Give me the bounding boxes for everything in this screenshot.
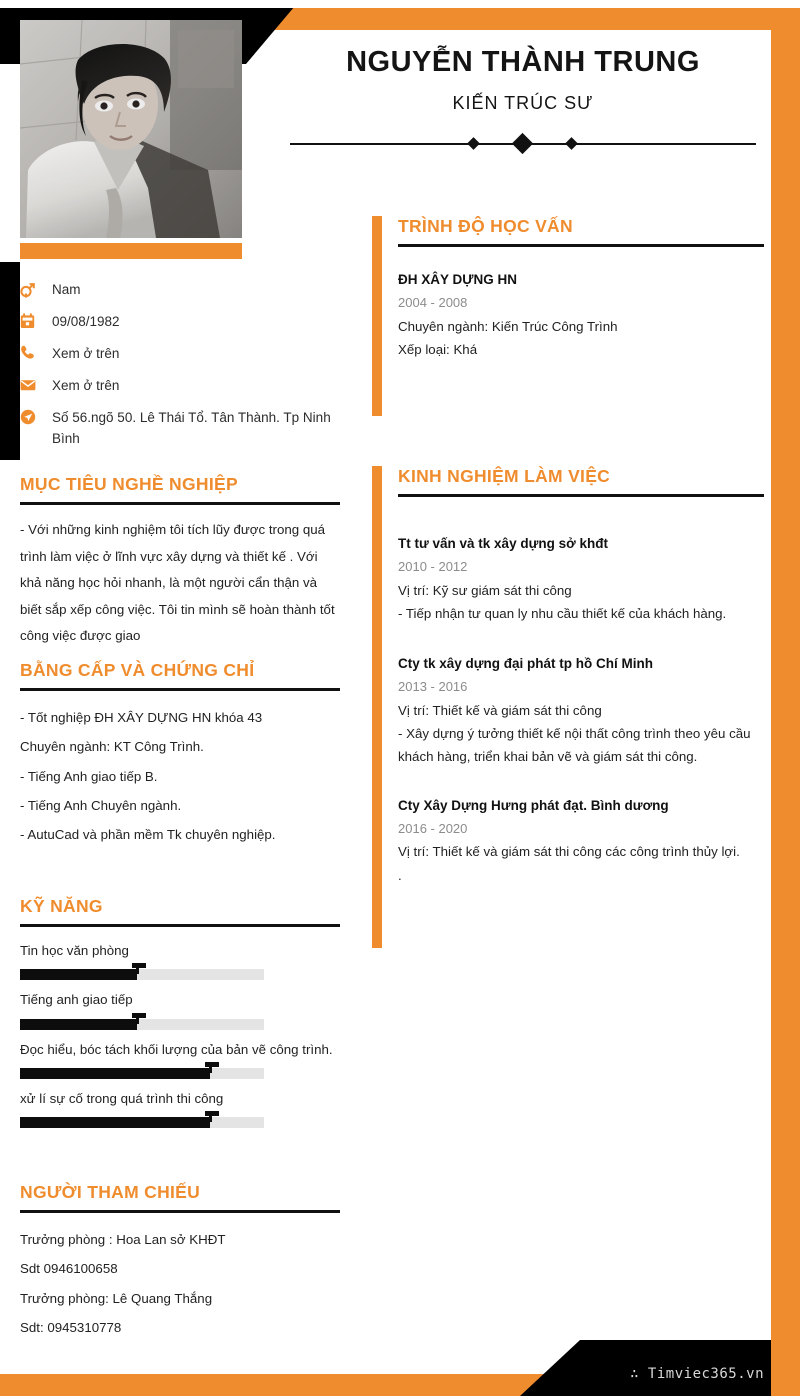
job-title: KIẾN TRÚC SƯ	[452, 93, 594, 114]
watermark-timviec365: ∴ Timviec365.vn	[630, 1366, 764, 1382]
certificate-line: - Tiếng Anh Chuyên ngành.	[20, 797, 182, 813]
education-date: 2004 - 2008	[398, 294, 468, 310]
skill-progress-fill	[20, 1117, 210, 1128]
section-objective	[20, 474, 340, 650]
skill-label: Tin học văn phòng	[20, 943, 129, 958]
skill-progress-bar	[20, 969, 264, 980]
contact-item-phone	[20, 344, 350, 365]
section-certificates	[20, 660, 340, 849]
location-icon	[20, 408, 46, 427]
experience-date: 2016 - 2020	[398, 820, 468, 836]
certificate-line: - Tốt nghiệp ĐH XÂY DỰNG HN khóa 43	[20, 710, 263, 725]
experience-entry	[398, 533, 764, 625]
contact-value: Nam	[52, 282, 81, 297]
contact-item-email	[20, 376, 350, 397]
skill-item	[20, 988, 340, 1029]
skill-label: xử lí sự cố trong quá trình thi công	[20, 1090, 224, 1106]
section-rule	[20, 502, 340, 505]
section-rule	[20, 688, 340, 691]
skill-progress-stem	[209, 1111, 212, 1122]
skill-progress-fill	[20, 1019, 137, 1030]
education-detail: Xếp loại: Khá	[398, 341, 478, 357]
skill-progress-fill	[20, 1068, 210, 1079]
email-icon	[20, 376, 46, 395]
section-title: KINH NGHIỆM LÀM VIỆC	[398, 466, 611, 486]
section-education	[372, 216, 764, 416]
reference-line: Sdt: 0945310778	[20, 1319, 122, 1335]
cv-header	[290, 46, 756, 152]
skill-progress-stem	[209, 1062, 212, 1073]
education-detail: Chuyên ngành: Kiến Trúc Công Trình	[398, 318, 618, 334]
skill-progress-bar	[20, 1117, 264, 1128]
section-title: KỸ NĂNG	[20, 896, 103, 916]
reference-line: Trưởng phòng: Lê Quang Thắng	[20, 1290, 213, 1306]
experience-entry	[398, 653, 764, 768]
diamond-icon	[512, 133, 533, 154]
section-rule	[398, 494, 764, 497]
experience-detail: Vị trí: Kỹ sư giám sát thi công	[398, 582, 572, 598]
section-title: NGƯỜI THAM CHIẾU	[20, 1182, 201, 1202]
contact-value: Số 56.ngõ 50. Lê Thái Tổ. Tân Thành. Tp Ninh Bình	[52, 409, 331, 446]
section-title: BẰNG CẤP VÀ CHỨNG CHỈ	[20, 660, 255, 680]
contact-list	[20, 280, 350, 461]
experience-detail: .	[398, 867, 402, 883]
skill-label: Tiếng anh giao tiếp	[20, 992, 133, 1008]
experience-date: 2010 - 2012	[398, 558, 468, 574]
top-white-notch	[0, 0, 771, 8]
section-accent-bar	[372, 216, 382, 416]
contact-item-birthday	[20, 312, 350, 333]
experience-detail: Vị trí: Thiết kế và giám sát thi công	[398, 702, 602, 718]
profile-photo	[20, 20, 242, 238]
experience-detail: - Xây dựng ý tưởng thiết kế nội thất công trình theo yêu cầu khách hàng, triển khai bản vẽ và giám sát thi công.	[398, 726, 751, 765]
photo-underbar	[20, 243, 242, 259]
diamond-icon	[467, 137, 480, 150]
experience-detail: Vị trí: Thiết kế và giám sát thi công các công trình thủy lợi.	[398, 844, 740, 860]
contact-value: Xem ở trên	[52, 377, 120, 393]
certificate-line: - Tiếng Anh giao tiếp B.	[20, 768, 158, 784]
section-title: MỤC TIÊU NGHỀ NGHIỆP	[20, 474, 238, 494]
left-black-bar	[0, 262, 20, 460]
certificate-line: Chuyên ngành: KT Công Trình.	[20, 739, 204, 755]
section-experience	[372, 466, 764, 948]
profile-photo-image	[20, 20, 242, 238]
skill-progress-stem	[136, 1013, 139, 1024]
contact-item-gender	[20, 280, 350, 301]
contact-item-address	[20, 408, 350, 450]
skill-label: Đọc hiểu, bóc tách khối lượng của bản vẽ công trình.	[20, 1041, 333, 1057]
experience-entry	[398, 795, 764, 887]
reference-line: Sdt 0946100658	[20, 1261, 118, 1277]
calendar-icon	[20, 312, 46, 331]
certificate-line: - AutuCad và phần mềm Tk chuyên nghiệp.	[20, 827, 276, 842]
skill-progress-stem	[136, 963, 139, 974]
contact-value: 09/08/1982	[52, 313, 120, 329]
skill-progress-fill	[20, 969, 137, 980]
skill-progress-marker	[205, 1111, 219, 1116]
reference-line: Trưởng phòng : Hoa Lan sở KHĐT	[20, 1232, 226, 1247]
experience-company: Cty tk xây dựng đại phát tp hồ Chí Minh	[398, 656, 654, 672]
header-divider	[290, 136, 756, 152]
skill-progress-marker	[132, 963, 146, 968]
skill-item	[20, 1038, 340, 1079]
experience-detail: - Tiếp nhận tư quan ly nhu cầu thiết kế của khách hàng.	[398, 605, 727, 621]
education-entry	[398, 269, 764, 361]
skill-progress-bar	[20, 1068, 264, 1079]
diamond-icon	[565, 137, 578, 150]
experience-date: 2013 - 2016	[398, 679, 468, 695]
skill-item	[20, 1087, 340, 1128]
gender-icon	[20, 280, 46, 299]
section-skills	[20, 896, 340, 1136]
education-school: ĐH XÂY DỰNG HN	[398, 272, 517, 287]
skill-progress-marker	[132, 1013, 146, 1018]
phone-icon	[20, 344, 46, 363]
section-rule	[20, 1210, 340, 1213]
experience-company: Tt tư vấn và tk xây dựng sở khđt	[398, 536, 608, 551]
section-rule	[398, 244, 764, 247]
section-title: TRÌNH ĐỘ HỌC VẤN	[398, 216, 573, 236]
skill-item	[20, 939, 340, 980]
skill-progress-marker	[205, 1062, 219, 1067]
experience-company: Cty Xây Dựng Hưng phát đạt. Bình dương	[398, 797, 669, 813]
section-accent-bar	[372, 466, 382, 948]
contact-value: Xem ở trên	[52, 345, 120, 361]
objective-text: - Với những kinh nghiệm tôi tích lũy được trong quá trình làm việc ở lĩnh vực xây dựng và thiết kế . Với khả năng học hỏi nhanh, là một người cẩn thận và biết sắp xếp công việc. Tôi tin mình sẽ hoàn thành tốt công việc được giao	[20, 522, 335, 644]
section-references	[20, 1182, 340, 1342]
right-orange-border	[771, 8, 800, 1396]
section-rule	[20, 924, 340, 927]
page-title: NGUYỄN THÀNH TRUNG	[346, 46, 700, 78]
skill-progress-bar	[20, 1019, 264, 1030]
